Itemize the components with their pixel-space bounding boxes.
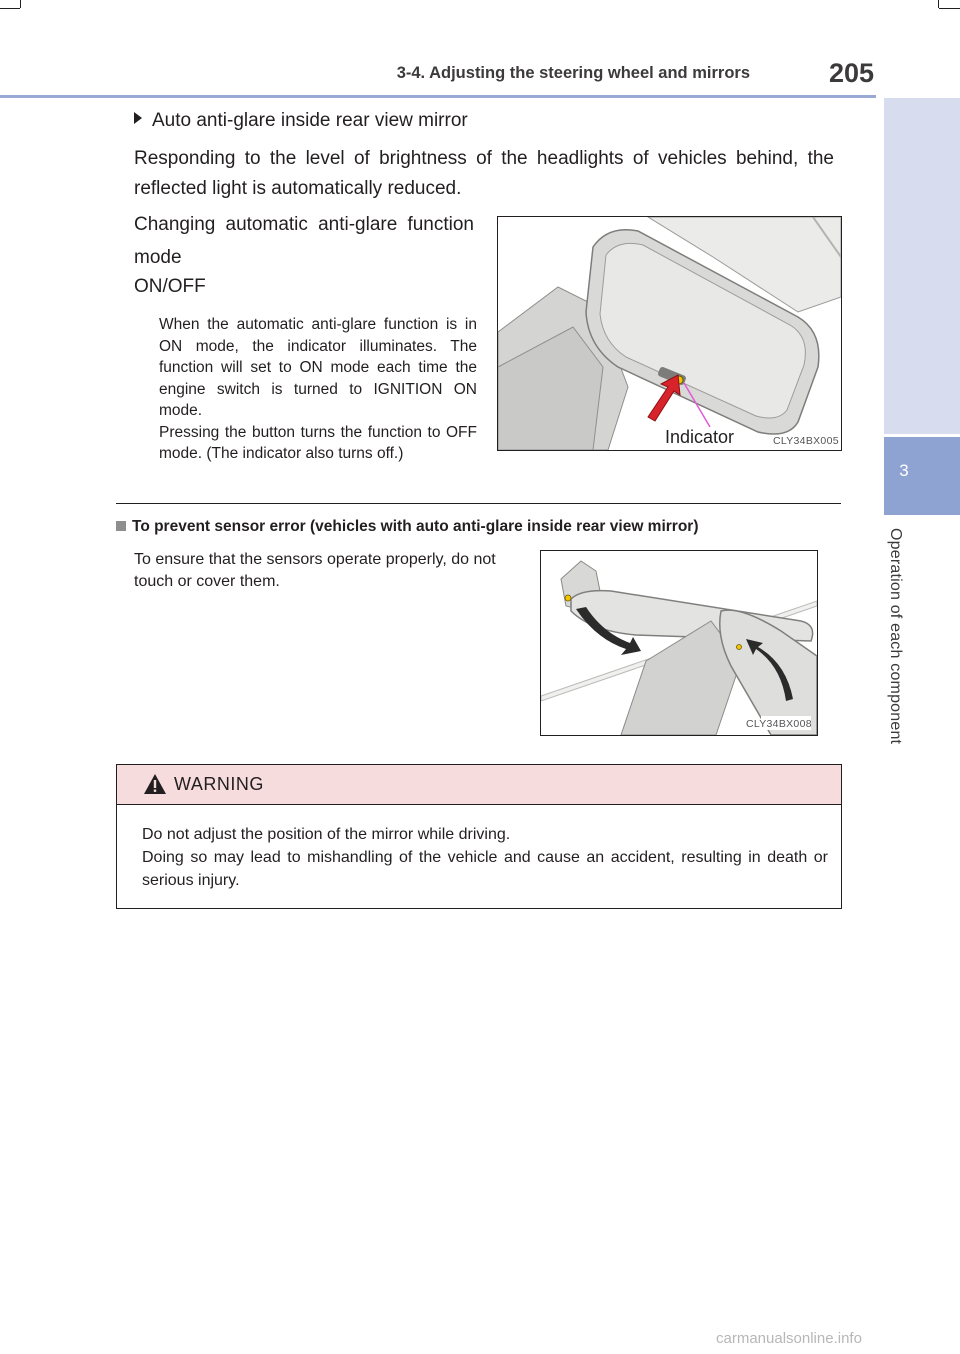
crop-mark xyxy=(20,0,21,8)
section-header-title: 3-4. Adjusting the steering wheel and mirrors xyxy=(396,64,750,82)
mode-subheading: ON/OFF xyxy=(134,276,206,297)
square-bullet-icon xyxy=(116,521,126,531)
warning-header xyxy=(117,765,841,805)
sensor-heading-text: To prevent sensor error (vehicles with auto anti-glare inside rear view mirror) xyxy=(132,518,699,535)
chapter-title-wrap xyxy=(882,528,926,786)
warning-box xyxy=(116,764,842,909)
intro-paragraph: Responding to the level of brightness of the headlights of vehicles behind, the reflected light is automatically reduced. xyxy=(134,148,834,199)
page-number: 205 xyxy=(828,58,874,88)
mirror-indicator-figure xyxy=(497,216,842,451)
chapter-title: Operation of each component xyxy=(887,528,904,745)
crop-mark xyxy=(0,8,20,9)
sensor-section-heading xyxy=(116,518,841,536)
mode-heading: Changing automatic anti-glare function mode xyxy=(134,214,474,268)
warning-title: WARNING xyxy=(174,774,264,794)
triangle-bullet-icon xyxy=(134,112,142,124)
side-tab-background xyxy=(884,98,960,434)
warning-body xyxy=(142,823,828,892)
section-divider xyxy=(116,503,841,504)
header-rule xyxy=(0,95,876,98)
watermark: carmanualsonline.info xyxy=(716,1330,862,1347)
mode-description xyxy=(159,314,477,465)
figure-code: CLY34BX005 xyxy=(773,435,839,447)
bullet-item xyxy=(134,110,468,132)
indicator-label: Indicator xyxy=(665,427,735,447)
warning-line: Doing so may lead to mishandling of the vehicle and cause an accident, resulting in death or serious injury. xyxy=(142,849,828,889)
sensor-illustration xyxy=(541,551,817,735)
figure-code: CLY34BX008 xyxy=(746,718,812,730)
bullet-text: Auto anti-glare inside rear view mirror xyxy=(152,110,468,131)
warning-line: Do not adjust the position of the mirror while driving. xyxy=(142,826,511,843)
sensor-paragraph: To ensure that the sensors operate properly, do not touch or cover them. xyxy=(134,551,496,590)
chapter-number: 3 xyxy=(899,461,909,480)
warning-triangle-icon xyxy=(143,773,167,795)
sensor-location-figure xyxy=(540,550,818,736)
crop-mark xyxy=(938,0,939,8)
mode-description-line: When the automatic anti-glare function is in ON mode, the indicator illuminates. The function will set to ON mode each time the engine switch is turned to IGNITION ON mode. xyxy=(159,316,477,419)
mode-description-line: Pressing the button turns the function to OFF mode. (The indicator also turns off.) xyxy=(159,423,477,462)
crop-mark xyxy=(939,8,960,9)
mirror-illustration xyxy=(498,217,841,450)
